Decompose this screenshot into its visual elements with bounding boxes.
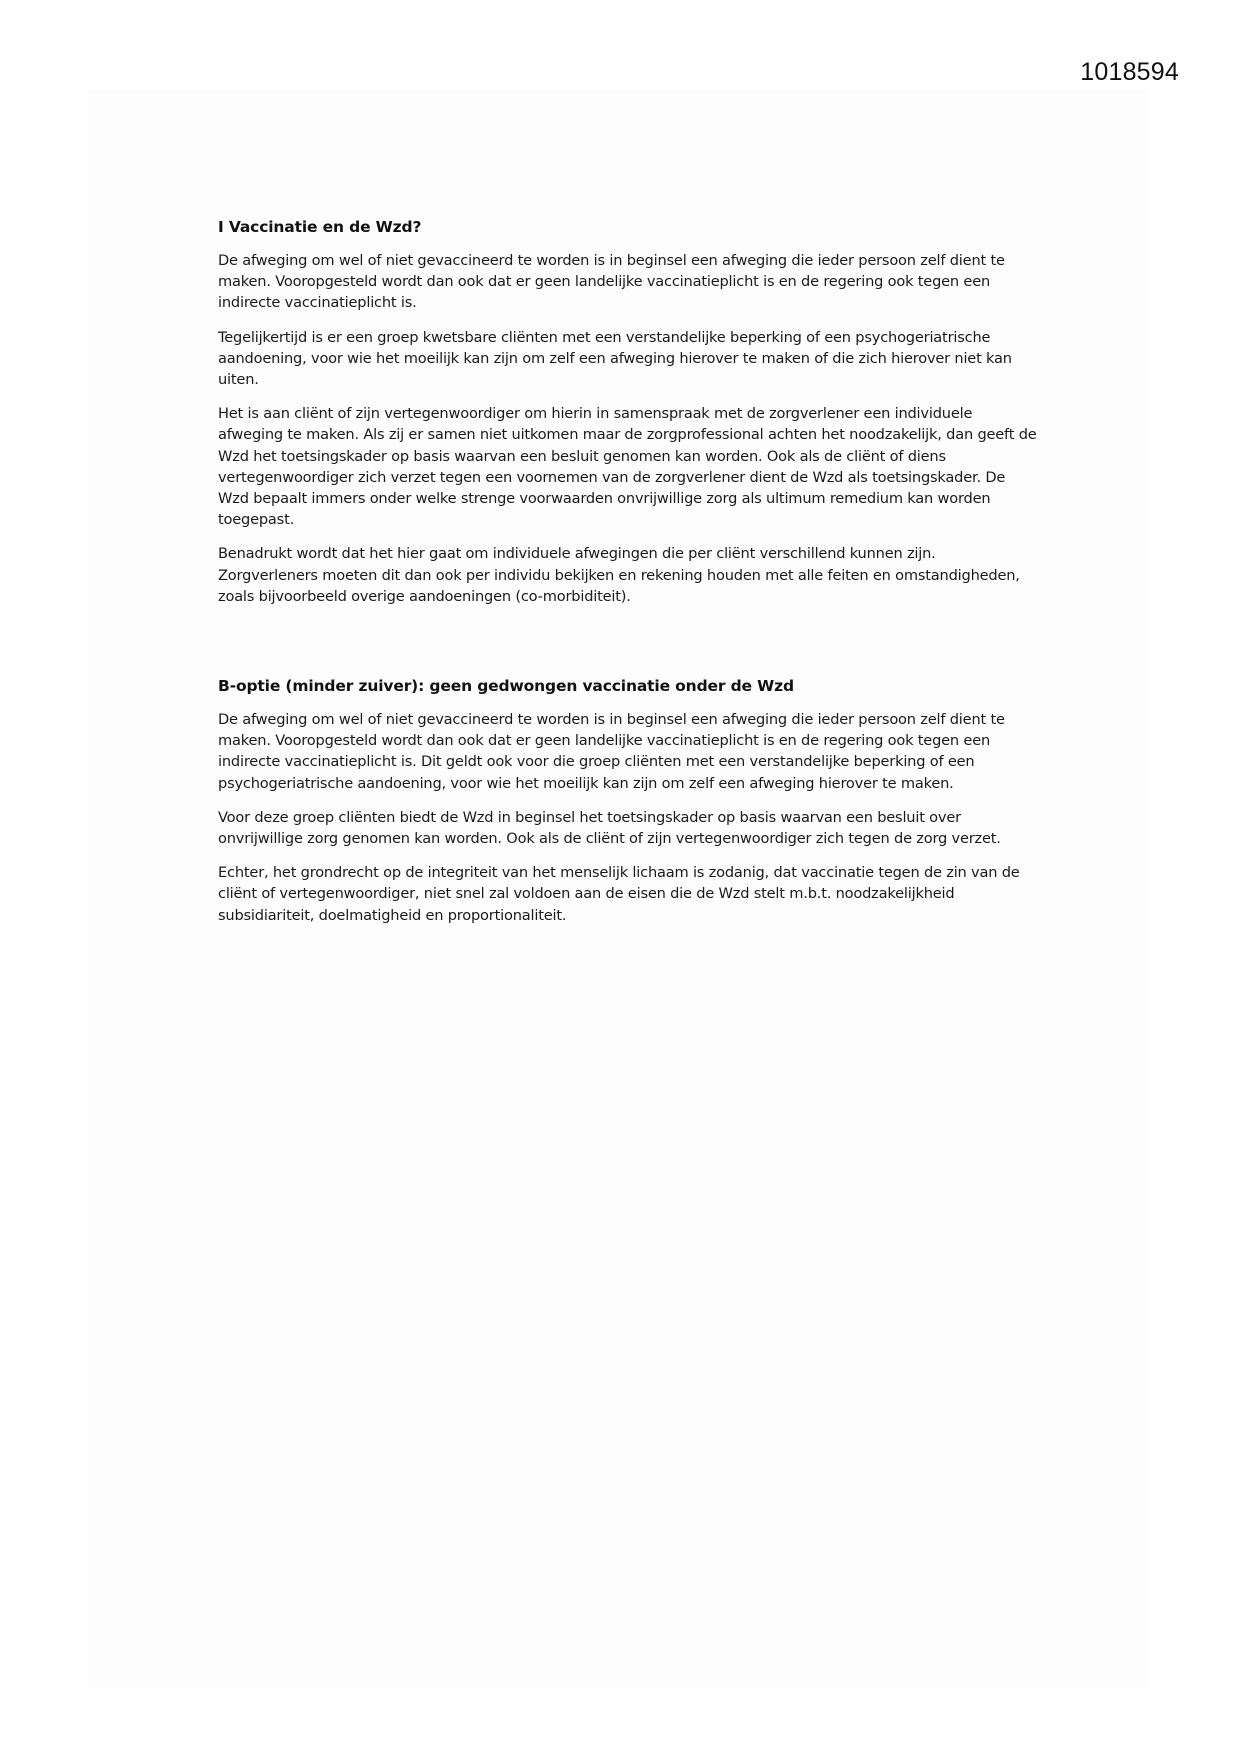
paragraph: Benadrukt wordt dat het hier gaat om individuele afwegingen die per cliënt verschillend kunnen zijn. Zorgverleners moeten dit dan ook per individu bekijken en rekening houden met alle feiten en omstandigheden, zoals bijvoorbeeld overige aandoeningen (co-morbiditeit). [218, 545, 1020, 605]
section-heading: B-optie (minder zuiver): geen gedwongen vaccinatie onder de Wzd [218, 677, 794, 696]
section-heading: I Vaccinatie en de Wzd? [218, 218, 422, 236]
document-number: 1018594 [1080, 58, 1179, 86]
paragraph: Tegelijkertijd is er een groep kwetsbare cliënten met een verstandelijke beperking of een psychogeriatrische aandoening, voor wie het moeilijk kan zijn om zelf een afweging hierover te maken of die zich hierover niet kan uiten. [218, 328, 1012, 389]
section-b-optie [218, 675, 1038, 926]
paragraph: Echter, het grondrecht op de integriteit van het menselijk lichaam is zodanig, dat vaccinatie tegen de zin van de cliënt of vertegenwoordiger, niet snel zal voldoen aan de eisen die de Wzd stelt m.b.t. noodzakelijkheid subsidiariteit, doelmatigheid en proportionaliteit. [218, 864, 1020, 924]
paragraph: De afweging om wel of niet gevaccineerd te worden is in beginsel een afweging die ieder persoon zelf dient te maken. Vooropgesteld wordt dan ook dat er geen landelijke vaccinatieplicht is en de regering ook tegen een indirecte vaccinatieplicht is. Dit geldt ook voor die groep cliënten met een verstandelijke beperking of een psychogeriatrische aandoening, voor wie het moeilijk kan zijn om zelf een afweging hierover te maken. [218, 711, 1005, 792]
paragraph: Voor deze groep cliënten biedt de Wzd in beginsel het toetsingskader op basis waarvan een besluit over onvrijwillige zorg genomen kan worden. Ook als de cliënt of zijn vertegenwoordiger zich tegen de zorg verzet. [218, 808, 1001, 848]
section-vaccinatie-wzd [218, 216, 1038, 607]
paragraph: De afweging om wel of niet gevaccineerd te worden is in beginsel een afweging die ieder persoon zelf dient te maken. Vooropgesteld wordt dan ook dat er geen landelijke vaccinatieplicht is en de regering ook tegen een indirecte vaccinatieplicht is. [218, 252, 1005, 312]
document-body [218, 216, 1038, 939]
paragraph: Het is aan cliënt of zijn vertegenwoordiger om hierin in samenspraak met de zorgverlener een individuele afweging te maken. Als zij er samen niet uitkomen maar de zorgprofessional achten het noodzakelijk, dan geeft de Wzd het toetsingskader op basis waarvan een besluit genomen kan worden. Ook als de cliënt of diens vertegenwoordiger zich verzet tegen een voornemen van de zorgverlener dient de Wzd als toetsingskader. De Wzd bepaalt immers onder welke strenge voorwaarden onvrijwillige zorg als ultimum remedium kan worden toegepast. [218, 405, 1037, 529]
